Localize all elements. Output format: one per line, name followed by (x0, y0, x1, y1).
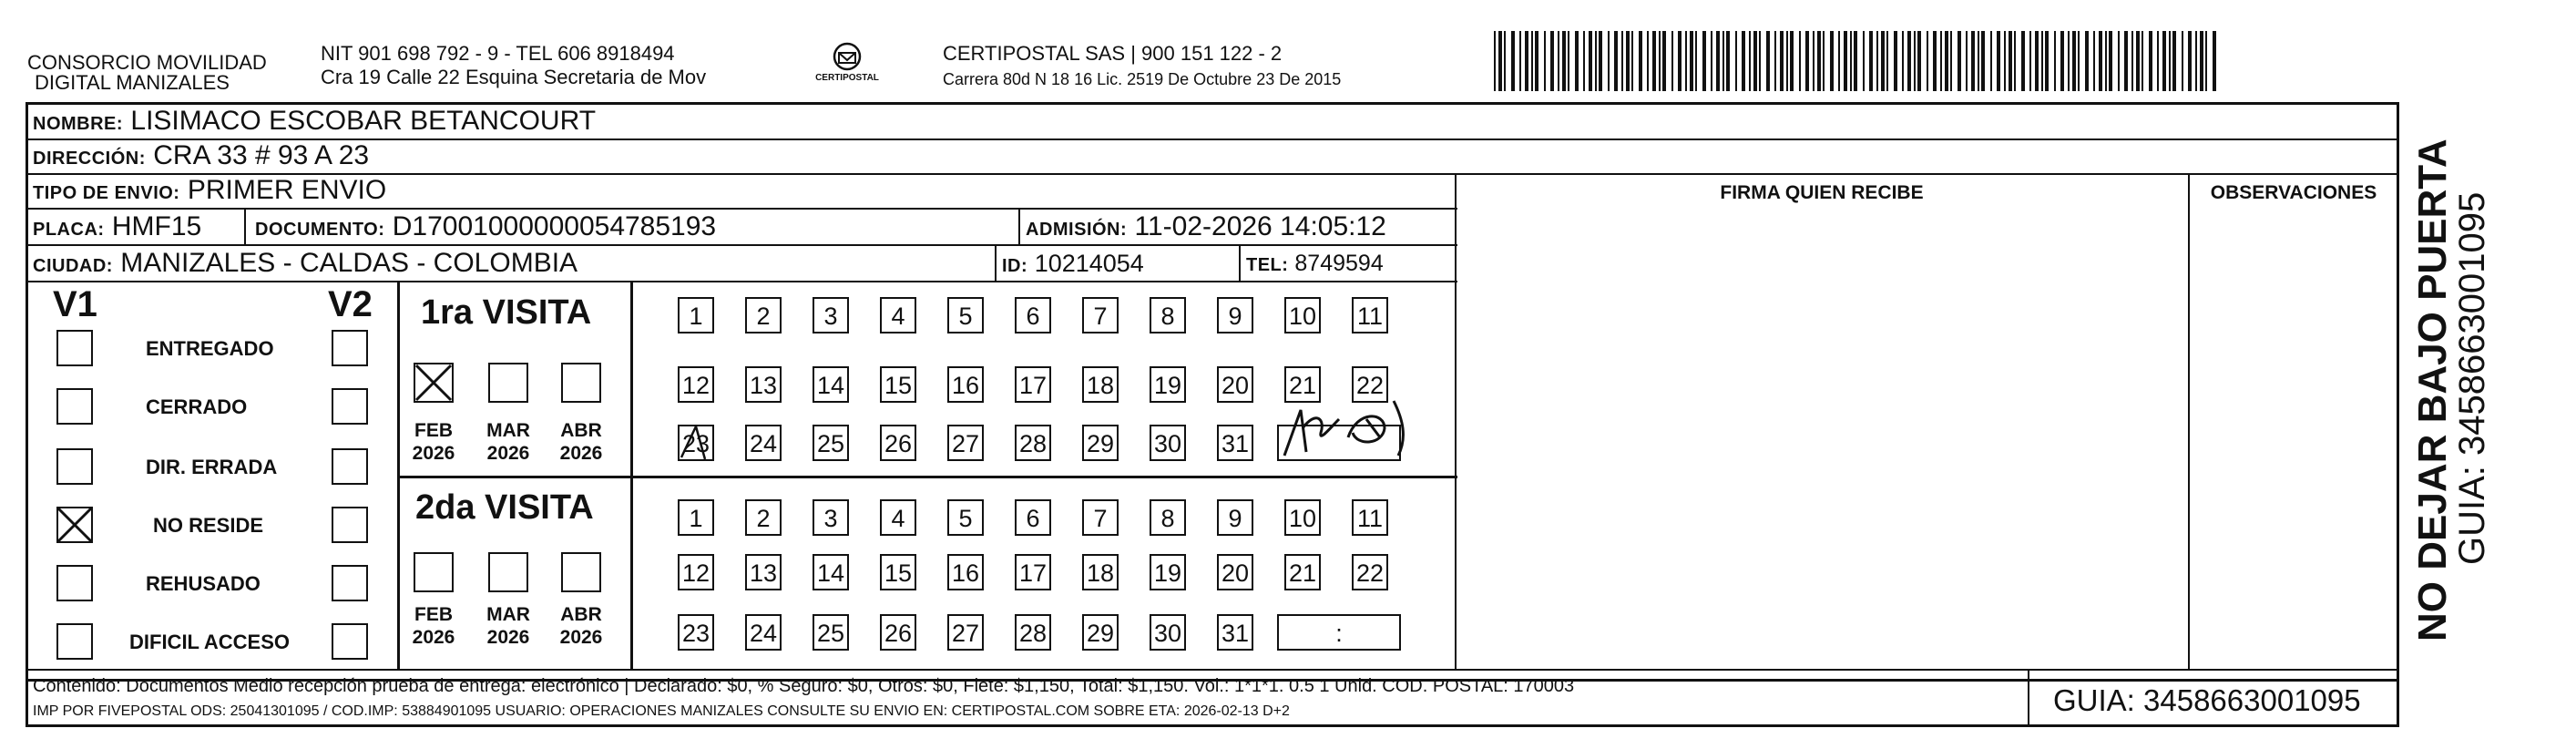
second-visit-day-box[interactable]: 30 (1150, 614, 1186, 651)
second-visit-month-checkbox[interactable] (561, 552, 601, 592)
direccion-label: DIRECCIÓN: (33, 149, 146, 169)
barcode (1492, 31, 2217, 91)
v1-checkbox[interactable] (56, 388, 93, 425)
first-visit-month-label (406, 419, 461, 465)
placa-row (33, 211, 201, 245)
first-visit-day-box[interactable]: 7 (1082, 297, 1119, 333)
second-visit-month-checkbox[interactable] (488, 552, 528, 592)
v2-checkbox[interactable] (332, 330, 368, 366)
tel-value: 8749594 (1294, 251, 1384, 276)
second-visit-time-box[interactable]: : (1277, 614, 1401, 651)
second-visit-day-box[interactable]: 1 (678, 499, 714, 536)
footer-contenido: Contenido: Documentos Medio recepción prueba de entrega: electrónico | Declarado: $0, % Seguro: $0, Otros: $0, Flete: $1,150, Total: $1,150. Vol.: 1*1*1. 0.5 1 Unid. COD. POSTAL: 170003 (33, 676, 1575, 696)
second-visit-day-box[interactable]: 5 (947, 499, 984, 536)
tipo-envio-value: PRIMER ENVIO (187, 175, 387, 205)
status-label: DIFICIL ACCESO (129, 631, 291, 653)
second-visit-day-box[interactable]: 11 (1352, 499, 1388, 536)
month-year: 2026 (486, 443, 530, 464)
second-visit-day-box[interactable]: 19 (1150, 554, 1186, 590)
first-visit-day-box[interactable]: 3 (813, 297, 849, 333)
ciudad-value: MANIZALES - CALDAS - COLOMBIA (120, 248, 578, 278)
first-visit-day-box[interactable]: 20 (1217, 366, 1253, 403)
v1-checkbox[interactable] (56, 565, 93, 601)
first-visit-day-box[interactable]: 6 (1015, 297, 1051, 333)
second-visit-day-box[interactable]: 12 (678, 554, 714, 590)
second-visit-day-box[interactable]: 22 (1352, 554, 1388, 590)
first-visit-day-box[interactable]: 26 (880, 425, 916, 461)
first-visit-month-checkbox[interactable] (488, 363, 528, 403)
certipostal-logo (811, 38, 884, 93)
first-visit-day-box[interactable]: 30 (1150, 425, 1186, 461)
placa-value: HMF15 (111, 211, 202, 241)
observaciones-header: OBSERVACIONES (2210, 182, 2377, 203)
second-visit-day-box[interactable]: 31 (1217, 614, 1253, 651)
second-visit-day-box[interactable]: 23 (678, 614, 714, 651)
first-visit-day-box[interactable]: 28 (1015, 425, 1051, 461)
second-visit-day-box[interactable]: 7 (1082, 499, 1119, 536)
month-year: 2026 (559, 627, 603, 648)
second-visit-title: 2da VISITA (415, 488, 594, 527)
second-visit-day-box[interactable]: 21 (1284, 554, 1321, 590)
firma-header: FIRMA QUIEN RECIBE (1720, 182, 1924, 203)
status-label: DIR. ERRADA (146, 456, 278, 478)
first-visit-day-box[interactable]: 8 (1150, 297, 1186, 333)
ciudad-row (33, 248, 578, 282)
second-visit-month-label (481, 603, 536, 649)
second-visit-day-box[interactable]: 26 (880, 614, 916, 651)
first-visit-month-label (481, 419, 536, 465)
v2-checkbox[interactable] (332, 507, 368, 543)
first-visit-day-box[interactable]: 2 (745, 297, 782, 333)
first-visit-day-box[interactable]: 17 (1015, 366, 1051, 403)
first-visit-day-box[interactable]: 16 (947, 366, 984, 403)
first-visit-month-checkbox[interactable] (561, 363, 601, 403)
address-line: Cra 19 Calle 22 Esquina Secretaria de Mov (321, 66, 707, 88)
v2-checkbox[interactable] (332, 623, 368, 660)
documento-row (255, 211, 716, 245)
first-visit-day-box[interactable]: 10 (1284, 297, 1321, 333)
second-visit-day-box[interactable]: 16 (947, 554, 984, 590)
month-year: 2026 (559, 443, 603, 464)
first-visit-day-box[interactable]: 19 (1150, 366, 1186, 403)
id-label: ID: (1002, 256, 1028, 276)
second-visit-day-box[interactable]: 14 (813, 554, 849, 590)
side-guia: GUIA: 3458663001095 (2452, 191, 2492, 565)
first-visit-title: 1ra VISITA (421, 293, 592, 332)
id-value: 10214054 (1034, 250, 1144, 277)
second-visit-day-box[interactable]: 2 (745, 499, 782, 536)
nombre-value: LISIMACO ESCOBAR BETANCOURT (130, 106, 597, 136)
first-visit-day-box[interactable]: 29 (1082, 425, 1119, 461)
second-visit-day-box[interactable]: 3 (813, 499, 849, 536)
month-name: MAR (486, 604, 530, 625)
v1-checkbox[interactable] (56, 448, 93, 485)
second-visit-day-box[interactable]: 24 (745, 614, 782, 651)
id-row (1002, 248, 1144, 282)
second-visit-day-box[interactable]: 13 (745, 554, 782, 590)
month-year: 2026 (412, 443, 455, 464)
second-visit-day-box[interactable]: 6 (1015, 499, 1051, 536)
status-label: ENTREGADO (146, 337, 274, 360)
v1-checkbox[interactable] (56, 623, 93, 660)
admision-value: 11-02-2026 14:05:12 (1134, 211, 1386, 241)
month-name: ABR (560, 604, 602, 625)
first-visit-day-box[interactable]: 18 (1082, 366, 1119, 403)
second-visit-day-box[interactable]: 28 (1015, 614, 1051, 651)
month-name: ABR (560, 420, 602, 441)
first-visit-day-box[interactable]: 9 (1217, 297, 1253, 333)
handwritten-mark (1275, 392, 1439, 465)
placa-label: PLACA: (33, 220, 105, 240)
admision-row (1026, 211, 1386, 245)
second-visit-month-checkbox[interactable] (414, 552, 454, 592)
month-name: FEB (414, 420, 453, 441)
first-visit-day-box[interactable]: 23 (678, 425, 714, 461)
first-visit-month-checkbox[interactable] (414, 363, 454, 403)
side-warning: NO DEJAR BAJO PUERTA (2410, 139, 2455, 641)
status-label: REHUSADO (146, 572, 261, 595)
second-visit-day-box[interactable]: 18 (1082, 554, 1119, 590)
documento-value: D17001000000054785193 (392, 211, 717, 241)
v1-header: V1 (53, 284, 97, 324)
second-visit-day-box[interactable]: 9 (1217, 499, 1253, 536)
tipo-envio-label: TIPO DE ENVIO: (33, 183, 180, 203)
first-visit-day-box[interactable]: 12 (678, 366, 714, 403)
second-visit-month-label (406, 603, 461, 649)
first-visit-day-box[interactable]: 4 (880, 297, 916, 333)
courier-line2: Carrera 80d N 18 16 Lic. 2519 De Octubre 23 De 2015 (943, 70, 1342, 88)
footer-impresion: IMP POR FIVEPOSTAL ODS: 25041301095 / COD.IMP: 53884901095 USUARIO: OPERACIONES MANIZALES CONSULTE SU ENVIO EN: CERTIPOSTAL.COM SOBRE ETA: 2026-02-13 D+2 (33, 703, 1290, 719)
logo-text: CERTIPOSTAL (815, 73, 879, 83)
first-visit-month-label (554, 419, 608, 465)
second-visit-day-box[interactable]: 20 (1217, 554, 1253, 590)
tel-row (1246, 248, 1384, 281)
v2-checkbox[interactable] (332, 565, 368, 601)
nombre-label: NOMBRE: (33, 114, 124, 134)
tipo-envio-row (33, 175, 386, 209)
month-year: 2026 (412, 627, 455, 648)
second-visit-day-box[interactable]: 10 (1284, 499, 1321, 536)
tel-label: TEL: (1246, 255, 1289, 275)
first-visit-day-box[interactable]: 11 (1352, 297, 1388, 333)
first-visit-day-box[interactable]: 13 (745, 366, 782, 403)
v2-checkbox[interactable] (332, 388, 368, 425)
v1-checkbox[interactable] (56, 330, 93, 366)
month-year: 2026 (486, 627, 530, 648)
first-visit-day-box[interactable]: 24 (745, 425, 782, 461)
courier-line1: CERTIPOSTAL SAS | 900 151 122 - 2 (943, 42, 1283, 65)
second-visit-day-box[interactable]: 8 (1150, 499, 1186, 536)
first-visit-day-box[interactable]: 15 (880, 366, 916, 403)
second-visit-day-box[interactable]: 25 (813, 614, 849, 651)
company-name-line1: CONSORCIO MOVILIDAD (27, 51, 267, 74)
first-visit-day-box[interactable]: 31 (1217, 425, 1253, 461)
v2-header: V2 (328, 284, 373, 324)
status-label: NO RESIDE (153, 514, 264, 537)
second-visit-day-box[interactable]: 17 (1015, 554, 1051, 590)
nombre-row (33, 106, 596, 139)
v2-checkbox[interactable] (332, 448, 368, 485)
month-name: FEB (414, 604, 453, 625)
direccion-value: CRA 33 # 93 A 23 (153, 140, 370, 170)
second-visit-month-label (554, 603, 608, 649)
status-label: CERRADO (146, 395, 248, 418)
v1-checkbox[interactable] (56, 507, 93, 543)
second-visit-day-box[interactable]: 4 (880, 499, 916, 536)
first-visit-day-box[interactable]: 27 (947, 425, 984, 461)
footer-guia: GUIA: 3458663001095 (2053, 683, 2361, 717)
first-visit-day-box[interactable]: 21 (1284, 366, 1321, 403)
company-name-line2: DIGITAL MANIZALES (35, 71, 230, 94)
ciudad-label: CIUDAD: (33, 256, 113, 276)
first-visit-day-box[interactable]: 5 (947, 297, 984, 333)
month-name: MAR (486, 420, 530, 441)
first-visit-day-box[interactable]: 14 (813, 366, 849, 403)
footer-frame (26, 669, 2399, 727)
second-visit-day-box[interactable]: 15 (880, 554, 916, 590)
first-visit-day-box[interactable]: 25 (813, 425, 849, 461)
second-visit-day-box[interactable]: 29 (1082, 614, 1119, 651)
direccion-row (33, 140, 369, 174)
first-visit-day-box[interactable]: 1 (678, 297, 714, 333)
nit-line: NIT 901 698 792 - 9 - TEL 606 8918494 (321, 42, 675, 65)
admision-label: ADMISIÓN: (1026, 220, 1128, 240)
documento-label: DOCUMENTO: (255, 220, 385, 240)
second-visit-day-box[interactable]: 27 (947, 614, 984, 651)
first-visit-day-box[interactable]: 22 (1352, 366, 1388, 403)
